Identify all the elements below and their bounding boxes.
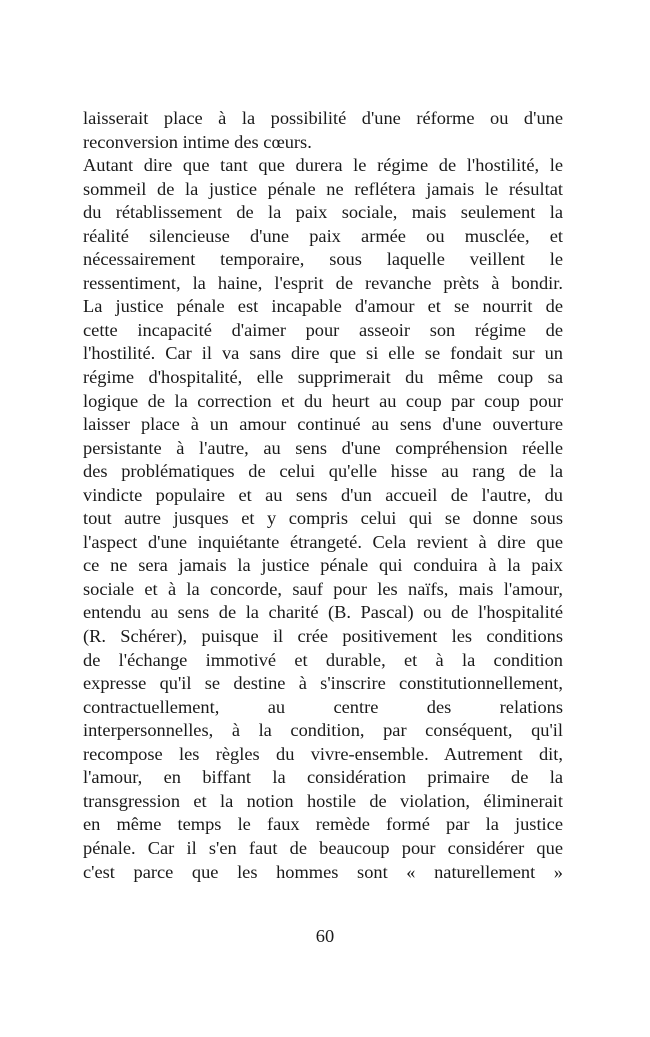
body-text [83, 107, 563, 884]
text-line: transgression et la notion hostile de violation, éliminerait [83, 790, 563, 811]
text-line: ce ne sera jamais la justice pénale qui conduira à la paix [83, 555, 563, 576]
text-line: sommeil de la justice pénale ne reflétera jamais le résultat [83, 178, 563, 199]
text-line: vindicte populaire et au sens d'un accueil de l'autre, du [83, 484, 563, 505]
page-number: 60 [315, 926, 335, 946]
text-line: l'hostilité. Car il va sans dire que si elle se fondait sur un [83, 343, 563, 364]
text-line: c'est parce que les hommes sont « naturellement » [83, 861, 563, 882]
text-line: expresse qu'il se destine à s'inscrire constitutionnellement, [83, 673, 563, 694]
text-line: nécessairement temporaire, sous laquelle veillent le [83, 249, 563, 270]
text-line: tout autre jusques et y compris celui qui se donne sous [83, 508, 563, 529]
text-line: du rétablissement de la paix sociale, mais seulement la [83, 202, 563, 223]
text-line: laisserait place à la possibilité d'une réforme ou d'une [83, 108, 563, 128]
text-line: en même temps le faux remède formé par la justice [83, 814, 563, 835]
text-line: entendu au sens de la charité (B. Pascal) ou de l'hospitalité [83, 602, 563, 623]
text-line: interpersonnelles, à la condition, par conséquent, qu'il [83, 720, 563, 741]
text-line: (R. Schérer), puisque il crée positivement les conditions [83, 626, 563, 647]
text-line: logique de la correction et du heurt au coup par coup pour [83, 390, 563, 411]
text-line: cette incapacité d'aimer pour asseoir son régime de [83, 319, 563, 340]
text-line: de l'échange immotivé et durable, et à la condition [83, 649, 563, 670]
text-line: persistante à l'autre, au sens d'une compréhension réelle [83, 437, 563, 458]
text-line: contractuellement, au centre des relations [83, 696, 563, 717]
text-line: l'aspect d'une inquiétante étrangeté. Cela revient à dire que [83, 531, 563, 552]
text-line: réalité silencieuse d'une paix armée ou musclée, et [83, 225, 563, 246]
text-line: sociale et à la concorde, sauf pour les naïfs, mais l'amour, [83, 578, 563, 599]
text-line: régime d'hospitalité, elle supprimerait du même coup sa [83, 367, 563, 388]
text-line: Autant dire que tant que durera le régime de l'hostilité, le [83, 155, 563, 176]
text-line: l'amour, en biffant la considération primaire de la [83, 767, 563, 788]
text-line: laisser place à un amour continué au sens d'une ouverture [83, 414, 563, 435]
text-line: pénale. Car il s'en faut de beaucoup pour considérer que [83, 837, 563, 858]
text-line: recompose les règles du vivre-ensemble. Autrement dit, [83, 743, 563, 764]
text-line: reconversion intime des cœurs. [83, 131, 312, 152]
text-line: ressentiment, la haine, l'esprit de revanche prèts à bondir. [83, 272, 563, 293]
text-line: des problématiques de celui qu'elle hisse au rang de la [83, 461, 563, 482]
text-line: La justice pénale est incapable d'amour et se nourrit de [83, 296, 563, 317]
